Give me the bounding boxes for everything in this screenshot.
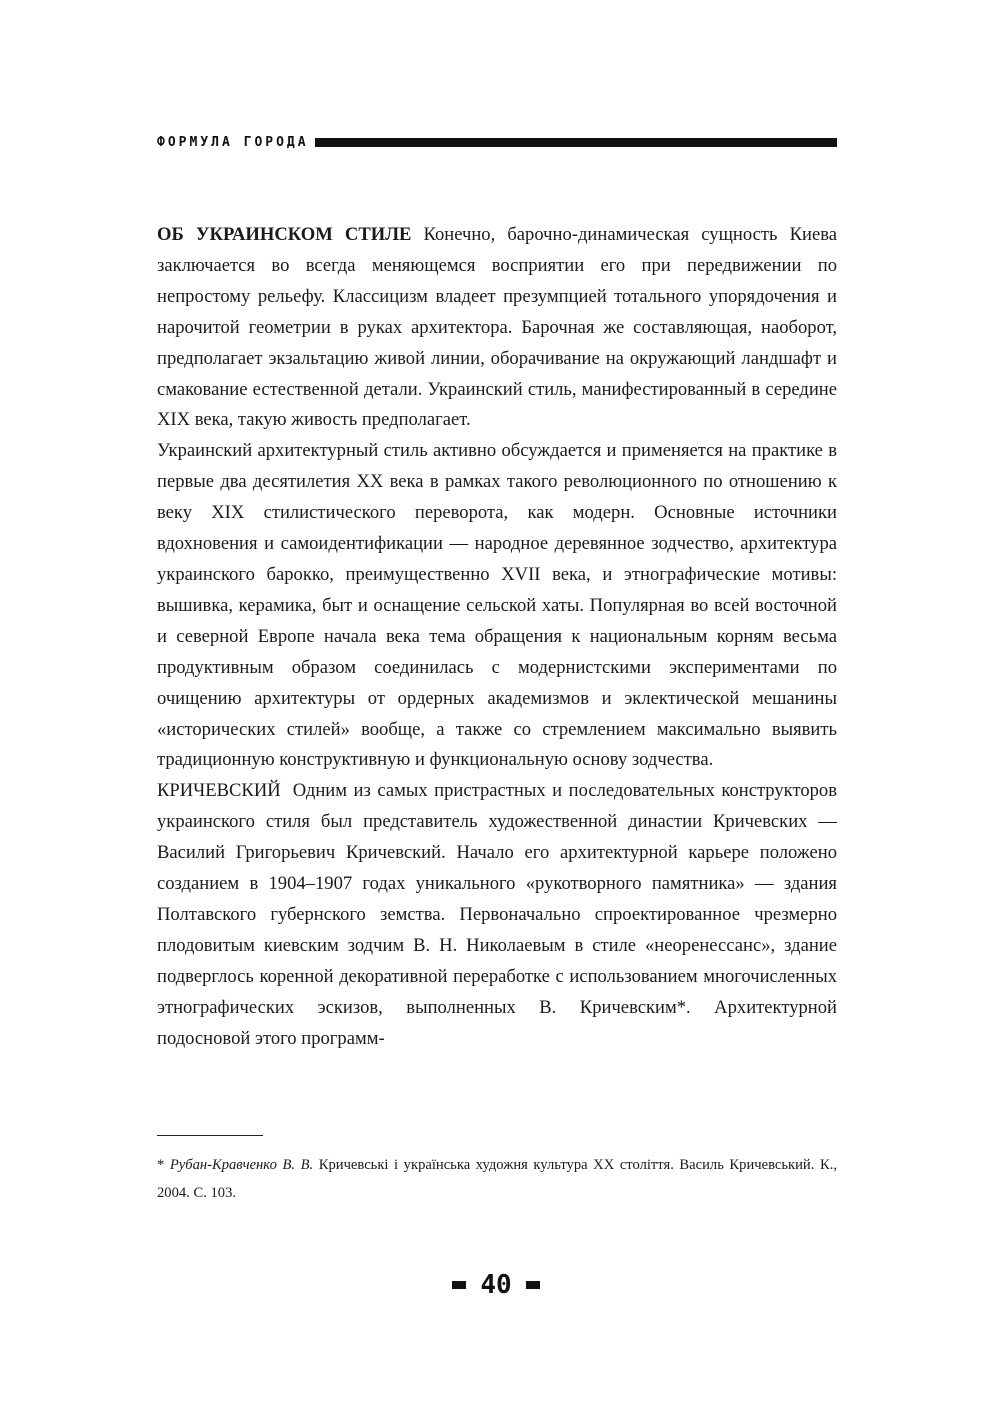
page-folio: [0, 1270, 992, 1300]
running-head: [157, 132, 837, 152]
paragraph-modern-style: [157, 436, 837, 776]
running-head-title: ФОРМУЛА ГОРОДА: [157, 134, 309, 150]
paragraph-krichevsky: [157, 776, 837, 1054]
paragraph-ukrainian-style: [157, 220, 837, 436]
folio-right-mark: [526, 1281, 540, 1289]
running-head-rule: [315, 138, 837, 147]
section-heading-krichevsky: КРИЧЕВСКИЙ: [157, 780, 281, 802]
paragraph-text: Одним из самых пристрастных и последовательных конструкторов украинского стиля был представитель художественной династии Кричевских — Василий Григорьевич Кричевский. Начало его архитектурной карьере положено созданием в 1904–1907 годах уникального «рукотворного памятника» — здания Полтавского губернского земства. Первоначально спроектированное чрезмерно плодовитым киевским зодчим В. Н. Николаевым в стиле «неоренессанс», здание подверглось коренной декоративной переработке с использованием многочисленных этнографических эскизов, выполненных В. Кричевским*. Архитектурной подосновой этого программ-: [157, 780, 837, 1049]
page-number: 40: [480, 1270, 512, 1300]
footnote-author: Рубан-Кравченко В. В.: [169, 1157, 314, 1173]
section-heading-ukrainian-style: ОБ УКРАИНСКОМ СТИЛЕ: [157, 224, 412, 245]
footnote: [157, 1151, 837, 1207]
footnote-text: Кричевські і українська художня культура XX століття. Василь Кричевський. К., 2004. С. 103.: [157, 1157, 837, 1201]
paragraph-text: Украинский архитектурный стиль активно обсуждается и применяется на практике в первые два десятилетия XX века в рамках такого революционного по отношению к веку XIX стилистического переворота, как модерн. Основные источники вдохновения и самоидентификации — народное деревянное зодчество, архитектура украинского барокко, преимущественно XVII века, и этнографические мотивы: вышивка, керамика, быт и оснащение сельской хаты. Популярная во всей восточной и северной Европе начала века тема обращения к национальным корням весьма продуктивным образом соединилась с модернистскими экспериментами по очищению архитектуры от ордерных академизмов и эклектической мешанины «исторических стилей» вообще, а также со стремлением максимально выявить традиционную конструктивную и функциональную основу зодчества.: [157, 440, 837, 771]
folio-left-mark: [452, 1281, 466, 1289]
footnote-marker: *: [157, 1157, 165, 1173]
paragraph-text: Конечно, барочно-динамическая сущность Киева заключается во всегда меняющемся восприятии его при передвижении по непростому рельефу. Классицизм владеет презумпцией тотального упорядочения и нарочитой геометрии в руках архитектора. Барочная же составляющая, наоборот, предполагает экзальтацию живой линии, оборачивание на окружающий ландшафт и смакование естественной детали. Украинский стиль, манифестированный в середине XIX века, такую живость предполагает.: [157, 224, 837, 431]
body-text: [157, 220, 837, 1054]
footnote-divider: [157, 1135, 263, 1136]
